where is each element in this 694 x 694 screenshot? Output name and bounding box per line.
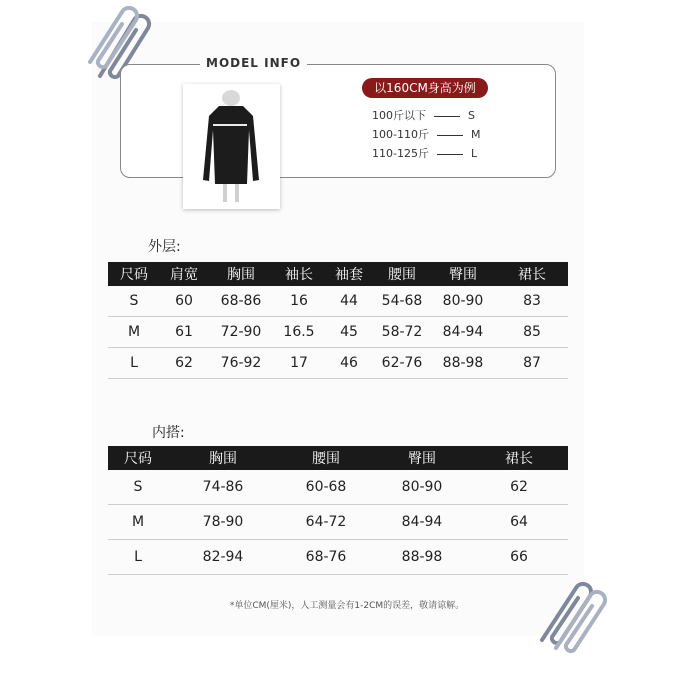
table-header-row [108, 446, 568, 470]
table-cell: S [108, 286, 160, 317]
table-cell: L [108, 540, 168, 575]
size-rule-size: M [470, 128, 481, 141]
column-header: 裙长 [470, 446, 568, 470]
table-cell: 78-90 [168, 505, 278, 540]
inner-size-table [108, 446, 568, 575]
table-cell: 88-98 [430, 348, 496, 379]
size-rule-size: L [470, 147, 478, 160]
model-info-title: MODEL INFO [200, 56, 307, 70]
table-cell: 60-68 [278, 470, 374, 505]
table-cell: 84-94 [430, 317, 496, 348]
table-cell: 74-86 [168, 470, 278, 505]
table-row [108, 470, 568, 505]
size-rule [372, 107, 475, 123]
table-cell: 62 [160, 348, 208, 379]
table-cell: 62 [470, 470, 568, 505]
column-header: 胸围 [168, 446, 278, 470]
table-cell: 80-90 [374, 470, 470, 505]
table-cell: 17 [274, 348, 324, 379]
table-header-row [108, 262, 568, 286]
table-cell: 85 [496, 317, 568, 348]
size-rule [372, 126, 480, 142]
table-cell: 16.5 [274, 317, 324, 348]
table-cell: 62-76 [374, 348, 430, 379]
size-rule [372, 145, 477, 161]
size-rule-range: 110-125斤 [372, 147, 429, 160]
table-cell: 83 [496, 286, 568, 317]
column-header: 尺码 [108, 446, 168, 470]
table-cell: 44 [324, 286, 374, 317]
measurement-note: *单位CM(厘米)，人工测量会有1-2CM的误差，敬请谅解。 [229, 601, 465, 611]
column-header: 裙长 [496, 262, 568, 286]
table-cell: 54-68 [374, 286, 430, 317]
size-rule-size: S [468, 109, 475, 122]
outer-size-table [108, 262, 568, 379]
column-header: 胸围 [208, 262, 274, 286]
table-cell: 58-72 [374, 317, 430, 348]
table-row [108, 286, 568, 317]
column-header: 腰围 [374, 262, 430, 286]
column-header: 腰围 [278, 446, 374, 470]
table-cell: 16 [274, 286, 324, 317]
inner-layer-label: 内搭: [152, 425, 185, 441]
table-row [108, 348, 568, 379]
column-header: 臀围 [374, 446, 470, 470]
outer-layer-label: 外层: [148, 239, 181, 255]
size-rule-range: 100斤以下 [372, 109, 426, 122]
table-cell: M [108, 505, 168, 540]
column-header: 袖套 [324, 262, 374, 286]
height-badge: 以160CM身高为例 [362, 78, 488, 98]
paperclip-icon [532, 574, 612, 654]
table-row [108, 540, 568, 575]
table-cell: 72-90 [208, 317, 274, 348]
table-cell: M [108, 317, 160, 348]
table-cell: 87 [496, 348, 568, 379]
table-cell: 88-98 [374, 540, 470, 575]
size-rule-range: 100-110斤 [372, 128, 429, 141]
table-cell: 68-76 [278, 540, 374, 575]
column-header: 尺码 [108, 262, 160, 286]
table-cell: 61 [160, 317, 208, 348]
table-cell: 66 [470, 540, 568, 575]
table-row [108, 505, 568, 540]
table-cell: S [108, 470, 168, 505]
table-cell: 80-90 [430, 286, 496, 317]
table-cell: 46 [324, 348, 374, 379]
table-cell: 45 [324, 317, 374, 348]
dress-photo [183, 84, 280, 209]
column-header: 袖长 [274, 262, 324, 286]
table-cell: 60 [160, 286, 208, 317]
table-cell: 64 [470, 505, 568, 540]
table-cell: 64-72 [278, 505, 374, 540]
table-cell: 68-86 [208, 286, 274, 317]
table-cell: 84-94 [374, 505, 470, 540]
column-header: 肩宽 [160, 262, 208, 286]
table-cell: L [108, 348, 160, 379]
table-cell: 76-92 [208, 348, 274, 379]
column-header: 臀围 [430, 262, 496, 286]
table-row [108, 317, 568, 348]
table-cell: 82-94 [168, 540, 278, 575]
